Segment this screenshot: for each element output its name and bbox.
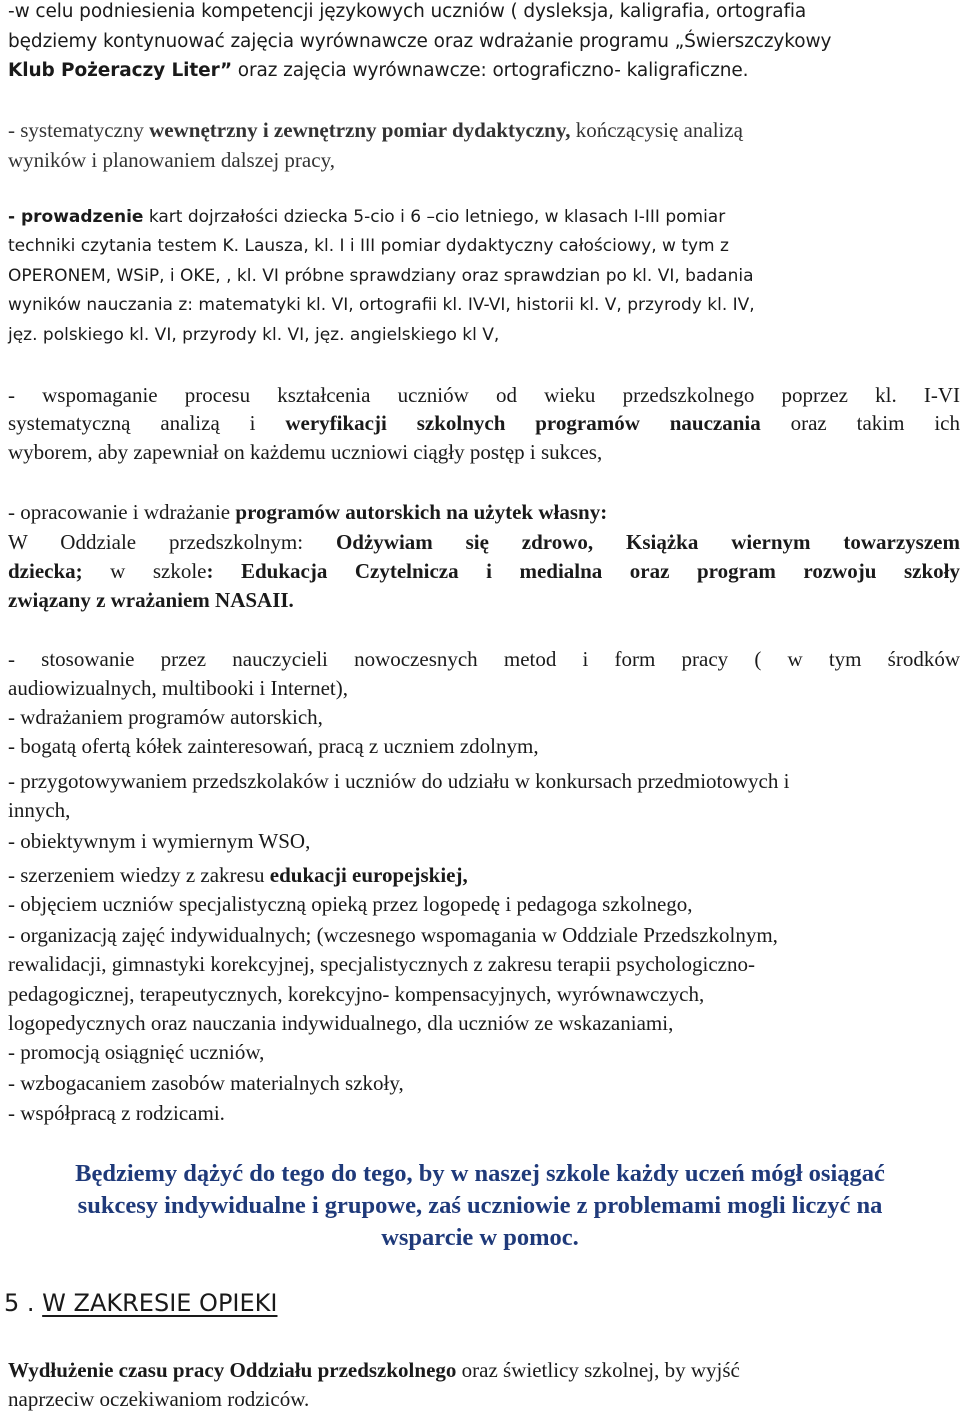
pomiar-line-2: wyników i planowaniem dalszej pracy, [8,148,335,172]
intro-line-2: będziemy kontynuować zajęcia wyrównawcze oraz wdrażanie programu „Świerszczykowy [8,31,832,52]
intro-line-3-rest: oraz zajęcia wyrównawcze: ortograficzno- kaligraficzne. [232,60,749,81]
autorskie-l4-bold: związany z wrażaniem NASAII. [8,588,294,612]
autorskie-line-2 [8,527,960,557]
section-title: W ZAKRESIE OPIEKI [42,1289,278,1317]
wspomaganie-line-2 [8,408,960,438]
closing-line-3: wsparcie w pomoc. [381,1224,579,1251]
wspomaganie-line-3: wyborem, aby zapewniał on każdemu uczniowi ciągły postęp i sukces, [8,440,603,464]
pomiar-post: kończącysię analizą [570,118,744,142]
list-item-5: - obiektywnym i wymiernym WSO, [8,829,311,853]
autorskie-line-4 [8,585,294,615]
autorskie-l3-bold1: dziecka; [8,559,83,583]
list-item-1a: - stosowanie przez nauczycieli nowoczesnych metod i form pracy ( w tym środków [8,647,960,671]
autorskie-l3-bold2: : Edukacja Czytelnicza i medialna oraz program rozwoju szkoły [206,559,960,583]
autorskie-bold: programów autorskich na użytek własny: [235,500,608,524]
list-item-8c: pedagogicznej, terapeutycznych, korekcyjno- kompensacyjnych, wyrównawczych, [8,982,705,1006]
opieka-bold: Wydłużenie czasu pracy Oddziału przedszkolnego [8,1358,457,1382]
list-item-4b: innych, [8,798,71,822]
wspomaganie-line-1: - wspomaganie procesu kształcenia uczniów od wieku przedszkolnego poprzez kl. I-VI [8,383,960,407]
program-name: Klub Pożeraczy Liter” [8,60,233,81]
list-item-8a: - organizacją zajęć indywidualnych; (wczesnego wspomagania w Oddziale Przedszkolnym, [8,923,778,947]
prowadzenie-line-4: wyników nauczania z: matematyki kl. VI, ortografii kl. IV-VI, historii kl. V, przyrody kl. IV, [8,295,755,315]
autorskie-l2-bold: Odżywiam się zdrowo, Książka wiernym towarzyszem [335,530,960,554]
intro-line-3 [8,56,748,86]
autorskie-pre: - opracowanie i wdrażanie [8,500,236,524]
prowadzenie-line-2: techniki czytania testem K. Lausza, kl. I i III pomiar dydaktyczny całościowy, w tym z [8,236,729,256]
section-heading [4,1286,277,1320]
autorskie-line-1 [8,497,607,527]
intro-line-1: -w celu podniesienia kompetencji językowych uczniów ( dysleksja, kaligrafia, ortografia [8,1,807,22]
list-item-6-pre: - szerzeniem wiedzy z zakresu [8,863,270,887]
prowadzenie-bold: - prowadzenie [8,207,144,227]
list-item-11: - współpracą z rodzicami. [8,1101,225,1125]
pomiar-line-1 [8,115,743,145]
list-item-10: - wzbogacaniem zasobów materialnych szkoły, [8,1071,404,1095]
opieka-text: oraz świetlicy szkolnej, by wyjść [456,1358,740,1382]
autorskie-line-3 [8,556,960,586]
closing-line-1: Będziemy dążyć do tego do tego, by w naszej szkole każdy uczeń mógł osiągać [75,1160,885,1187]
prowadzenie-line-1 [8,202,725,232]
opieka-line-1 [8,1355,740,1385]
opieka-line-2: naprzeciw oczekiwaniom rodziców. [8,1387,310,1411]
list-item-1b: audiowizualnych, multibooki i Internet), [8,676,348,700]
list-item-6-bold: edukacji europejskiej, [269,863,468,887]
list-item-2: - wdrażaniem programów autorskich, [8,705,323,729]
list-item-9: - promocją osiągnięć uczniów, [8,1040,265,1064]
autorskie-l3-mid: w szkole [82,559,207,583]
autorskie-l2-pre: W Oddziale przedszkolnym: [8,530,336,554]
pomiar-pre: - systematyczny [8,118,150,142]
closing-line-2: sukcesy indywidualne i grupowe, zaś uczniowie z problemami mogli liczyć na [77,1192,883,1219]
list-item-4a: - przygotowywaniem przedszkolaków i uczniów do udziału w konkursach przedmiotowych i [8,769,790,793]
list-item-3: - bogatą ofertą kółek zainteresowań, pracą z uczniem zdolnym, [8,734,539,758]
prowadzenie-text: kart dojrzałości dziecka 5-cio i 6 –cio letniego, w klasach I-III pomiar [143,207,726,227]
pomiar-bold: wewnętrzny i zewnętrzny pomiar dydaktyczny, [149,118,571,142]
wspomaganie-post: oraz takim ich [760,411,960,435]
prowadzenie-line-5: jęz. polskiego kl. VI, przyrody kl. VI, jęz. angielskiego kl V, [8,325,500,345]
wspomaganie-bold: weryfikacji szkolnych programów nauczania [285,411,761,435]
list-item-8b: rewalidacji, gimnastyki korekcyjnej, specjalistycznych z zakresu terapii psychologiczno- [8,952,755,976]
section-number: 5 . [4,1289,43,1317]
prowadzenie-line-3: OPERONEM, WSiP, i OKE, , kl. VI próbne sprawdziany oraz sprawdzian po kl. VI, badania [8,266,754,286]
list-item-8d: logopedycznych oraz nauczania indywidualnego, dla uczniów ze wskazaniami, [8,1011,674,1035]
wspomaganie-pre: systematyczną analizą i [8,411,286,435]
list-item-6 [8,860,468,890]
list-item-7: - objęciem uczniów specjalistyczną opieką przez logopedę i pedagoga szkolnego, [8,892,693,916]
